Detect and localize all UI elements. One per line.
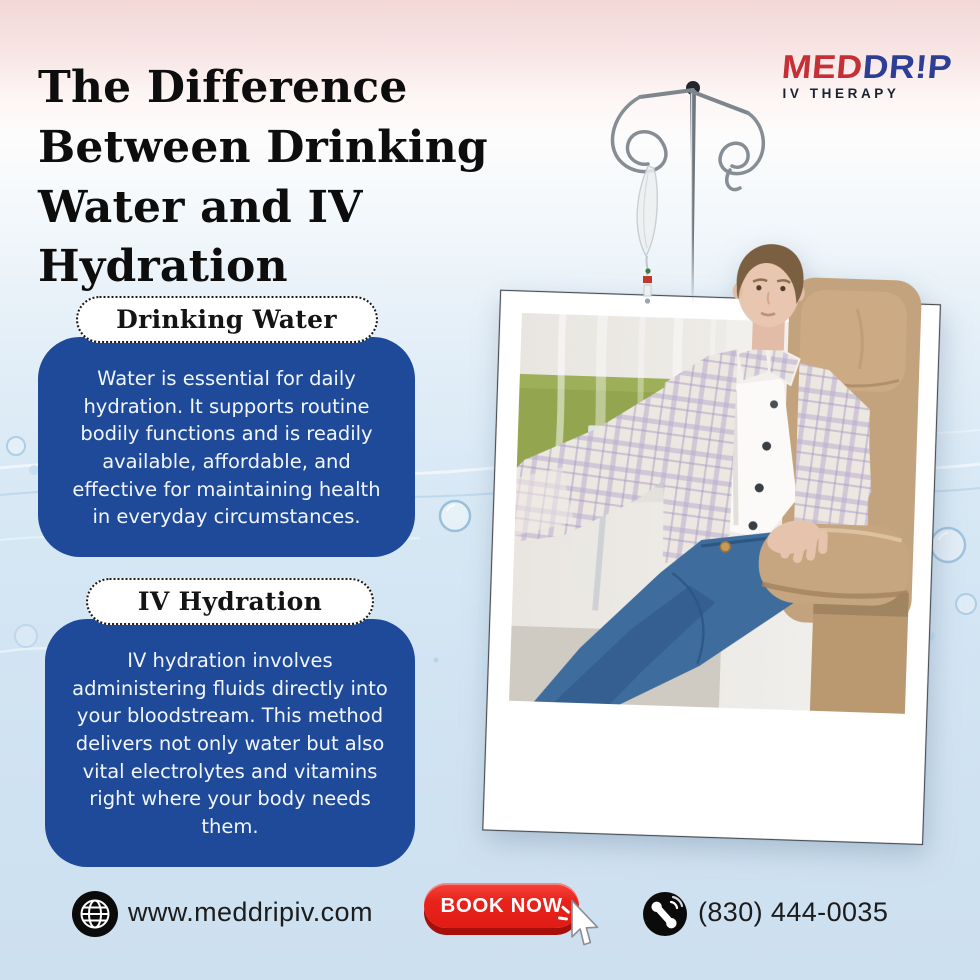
phone-icon xyxy=(643,892,687,936)
book-now-label: BOOK NOW xyxy=(440,893,563,917)
brand-logo-wordmark xyxy=(781,50,954,83)
brand-logo xyxy=(780,48,955,101)
info-card-iv-hydration xyxy=(45,578,415,867)
card-body-text: Water is essential for daily hydration. It supports routine bodily functions and is readily available, affordable, and effective for maintaining health in everyday circumstances. xyxy=(38,337,415,557)
website-link[interactable]: www.meddripiv.com xyxy=(128,897,373,927)
book-now-button[interactable] xyxy=(424,883,579,928)
iv-bag-icon xyxy=(637,166,657,304)
iv-stand-icon xyxy=(596,76,778,318)
card-body-text: IV hydration involves administering fluids directly into your bloodstream. This method delivers not only water but also vital electrolytes and vitamins right where your body needs them. xyxy=(45,619,415,867)
globe-icon xyxy=(72,891,118,937)
info-card-drinking-water xyxy=(38,296,415,557)
logo-word-med: MED xyxy=(780,48,865,85)
card-heading-label: IV Hydration xyxy=(137,587,323,616)
phone-number[interactable]: (830) 444-0035 xyxy=(698,897,889,927)
polaroid-photo xyxy=(452,226,949,883)
card-heading-label: Drinking Water xyxy=(116,305,337,334)
logo-word-drip: DR!P xyxy=(861,48,955,85)
page-title: The Difference Between Drinking Water and IV Hydration xyxy=(38,62,488,293)
brand-logo-tagline: IV THERAPY xyxy=(782,86,900,101)
card-heading-pill xyxy=(76,296,378,343)
card-heading-pill xyxy=(86,578,374,625)
